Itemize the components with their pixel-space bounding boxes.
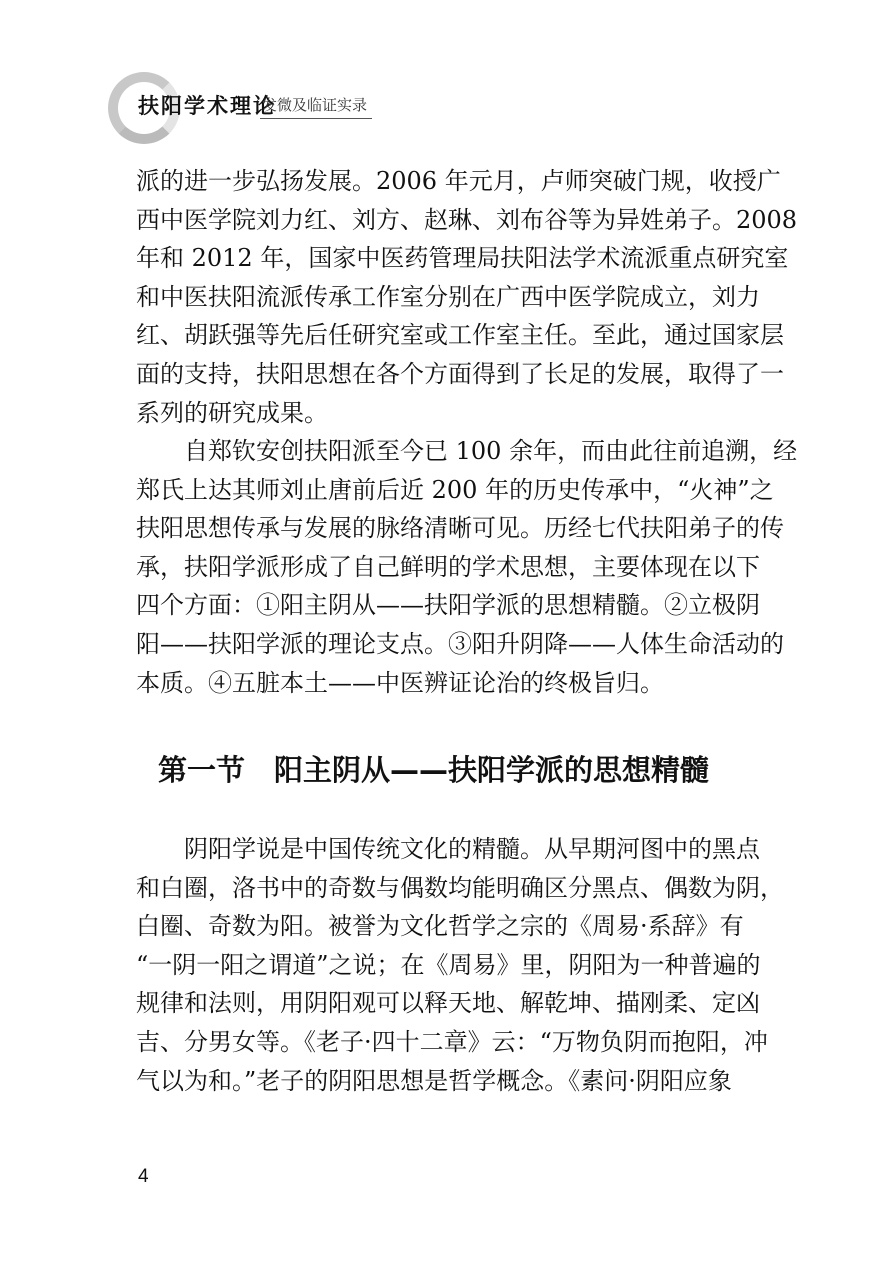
text-line: 西中医学院刘力红、刘方、赵琳、刘布谷等为异姓弟子。2008	[136, 205, 798, 234]
text-line: 白圈、奇数为阳。被誉为文化哲学之宗的《周易·系辞》有	[136, 912, 744, 941]
text-line: 阴阳学说是中国传统文化的精髓。从早期河图中的黑点	[184, 835, 760, 863]
text-line: 和中医扶阳流派传承工作室分别在广西中医学院成立，刘力	[136, 282, 760, 311]
text-line: 吉、分男女等。《老子·四十二章》云：“万物负阴而抱阳，冲	[136, 1027, 768, 1056]
text-line: 和白圈，洛书中的奇数与偶数均能明确区分黑点、偶数为阴，	[136, 873, 784, 902]
text-line: 阳——扶阳学派的理论支点。③阳升阴降——人体生命活动的	[136, 629, 784, 658]
text-line: 本质。④五脏本土——中医辨证论治的终极旨归。	[136, 668, 664, 697]
book-title: 扶阳学术理论	[138, 94, 276, 118]
book-subtitle: 发微及临证实录	[262, 96, 368, 114]
running-header	[100, 70, 380, 150]
text-line: 系列的研究成果。	[136, 398, 328, 427]
text-line: 规律和法则，用阴阳观可以释天地、解乾坤、描刚柔、定凶	[136, 989, 760, 1018]
paragraph	[136, 830, 784, 1100]
page-number: 4	[138, 1166, 149, 1187]
text-line: “一阴一阳之谓道”之说；在《周易》里，阴阳为一种普遍的	[136, 950, 761, 979]
text-line: 派的进一步弘扬发展。2006 年元月，卢师突破门规，收授广	[136, 167, 781, 195]
text-line: 面的支持，扶阳思想在各个方面得到了长足的发展，取得了一	[136, 359, 784, 388]
text-line: 扶阳思想传承与发展的脉络清晰可见。历经七代扶阳弟子的传	[136, 514, 784, 543]
paragraph	[136, 432, 798, 702]
text-line: 承，扶阳学派形成了自己鲜明的学术思想，主要体现在以下	[136, 552, 760, 581]
paragraph	[136, 162, 798, 432]
section-heading: 第一节 阳主阴从——扶阳学派的思想精髓	[158, 753, 710, 787]
header-rule	[260, 118, 372, 119]
text-line: 气以为和。”老子的阴阳思想是哲学概念。《素问·阴阳应象	[136, 1066, 732, 1095]
text-line: 红、胡跃强等先后任研究室或工作室主任。至此，通过国家层	[136, 321, 784, 350]
text-line: 四个方面：①阳主阴从——扶阳学派的思想精髓。②立极阴	[136, 591, 760, 620]
text-line: 郑氏上达其师刘止唐前后近 200 年的历史传承中，“火神”之	[136, 475, 774, 504]
text-line: 自郑钦安创扶阳派至今已 100 余年，而由此往前追溯，经	[184, 437, 798, 465]
text-line: 年和 2012 年，国家中医药管理局扶阳法学术流派重点研究室	[136, 244, 789, 273]
